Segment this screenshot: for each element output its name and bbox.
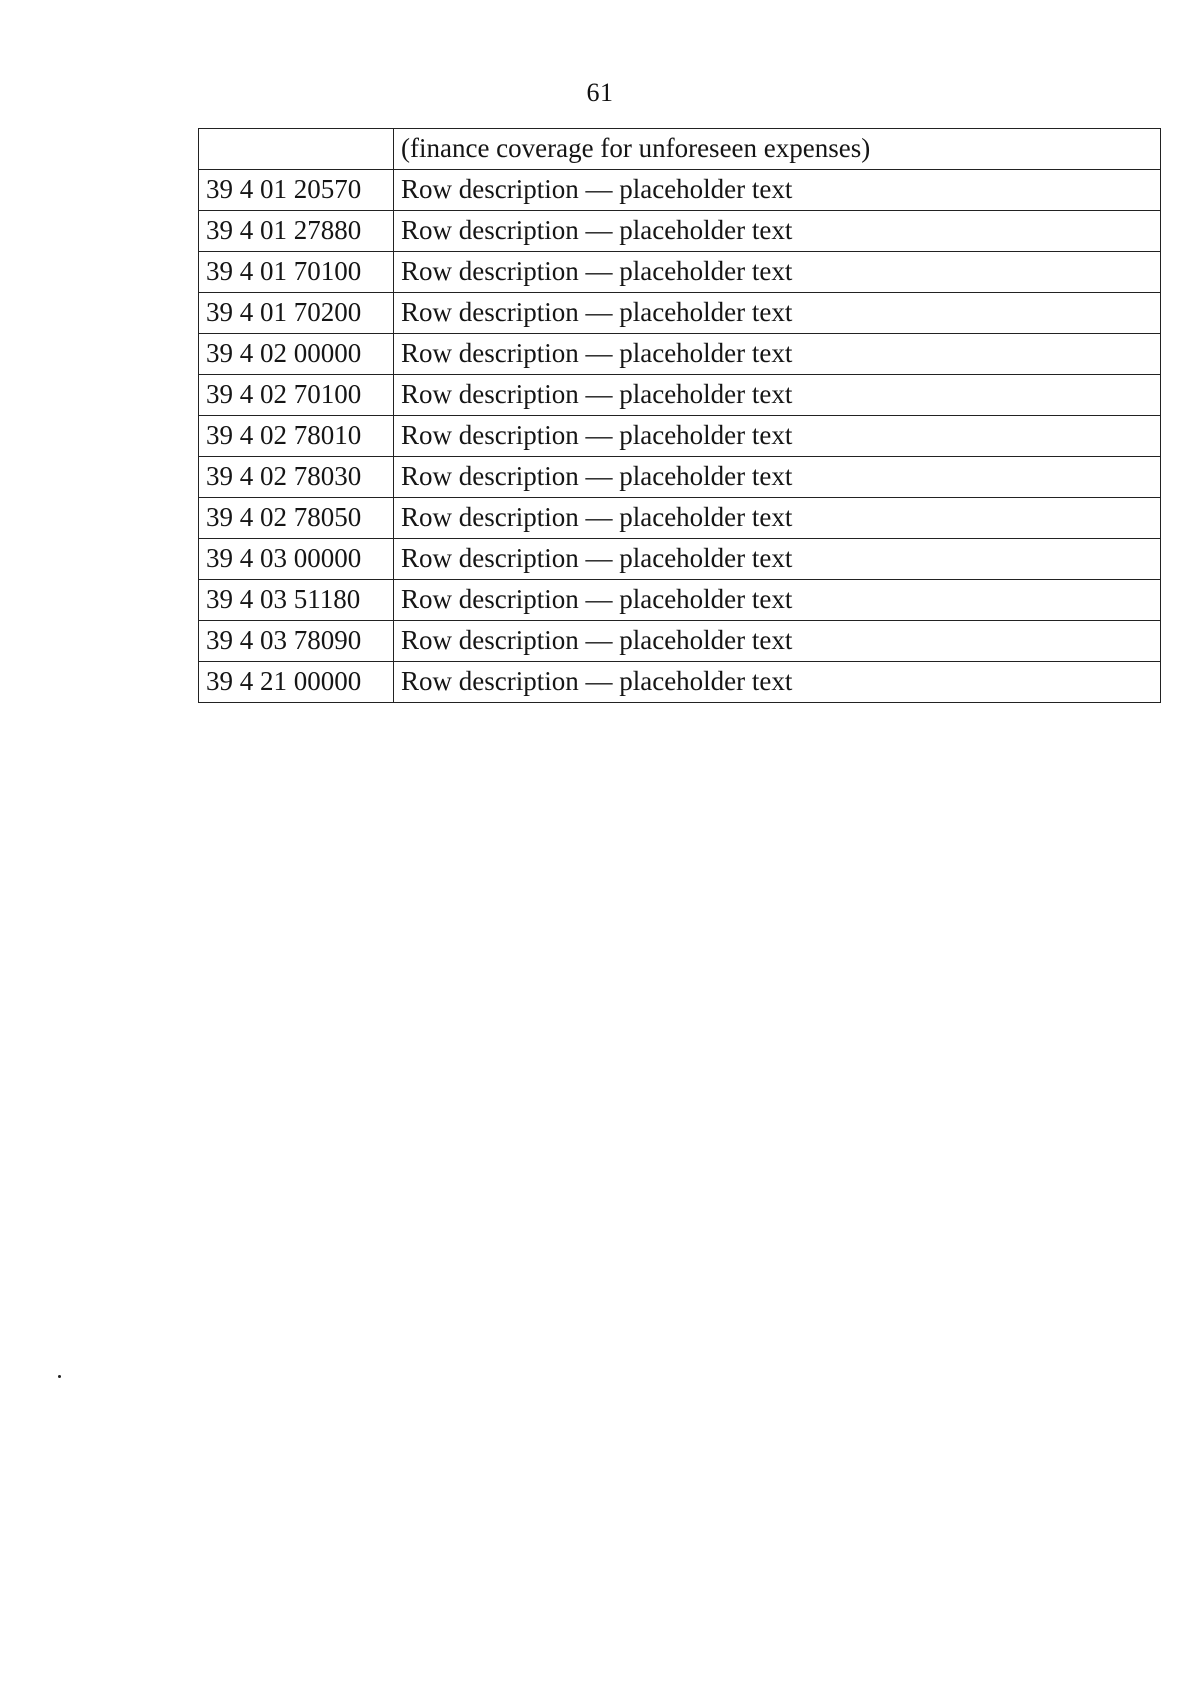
table-row [199, 129, 1161, 170]
code-cell: 39 4 02 78050 [199, 498, 394, 539]
description-cell: (finance coverage for unforeseen expenses) [394, 129, 1161, 170]
code-cell: 39 4 03 78090 [199, 621, 394, 662]
code-cell: 39 4 21 00000 [199, 662, 394, 703]
table-row [199, 293, 1161, 334]
table-row [199, 211, 1161, 252]
doc-table [198, 128, 1161, 703]
table-row [199, 416, 1161, 457]
table-row [199, 580, 1161, 621]
description-cell: Row description — placeholder text [394, 580, 1161, 621]
page-number: 61 [586, 78, 614, 107]
code-cell: 39 4 01 20570 [199, 170, 394, 211]
table-row [199, 621, 1161, 662]
budget-code-table [198, 128, 1158, 703]
scan-speck [58, 1375, 61, 1378]
table-row [199, 539, 1161, 580]
description-cell: Row description — placeholder text [394, 170, 1161, 211]
code-cell: 39 4 01 27880 [199, 211, 394, 252]
description-cell: Row description — placeholder text [394, 498, 1161, 539]
description-cell: Row description — placeholder text [394, 252, 1161, 293]
code-cell: 39 4 03 51180 [199, 580, 394, 621]
table-row [199, 498, 1161, 539]
table-row [199, 334, 1161, 375]
description-cell: Row description — placeholder text [394, 375, 1161, 416]
code-cell: 39 4 01 70200 [199, 293, 394, 334]
table-row [199, 375, 1161, 416]
table-row [199, 662, 1161, 703]
table-row [199, 457, 1161, 498]
description-cell: Row description — placeholder text [394, 416, 1161, 457]
description-cell: Row description — placeholder text [394, 334, 1161, 375]
table-body [199, 129, 1161, 703]
code-cell: 39 4 02 00000 [199, 334, 394, 375]
description-cell: Row description — placeholder text [394, 621, 1161, 662]
code-cell: 39 4 02 78030 [199, 457, 394, 498]
code-cell [199, 129, 394, 170]
description-cell: Row description — placeholder text [394, 539, 1161, 580]
description-cell: Row description — placeholder text [394, 662, 1161, 703]
table-row [199, 170, 1161, 211]
table-row [199, 252, 1161, 293]
code-cell: 39 4 03 00000 [199, 539, 394, 580]
description-cell: Row description — placeholder text [394, 211, 1161, 252]
description-cell: Row description — placeholder text [394, 293, 1161, 334]
code-cell: 39 4 02 70100 [199, 375, 394, 416]
code-cell: 39 4 01 70100 [199, 252, 394, 293]
description-cell: Row description — placeholder text [394, 457, 1161, 498]
code-cell: 39 4 02 78010 [199, 416, 394, 457]
